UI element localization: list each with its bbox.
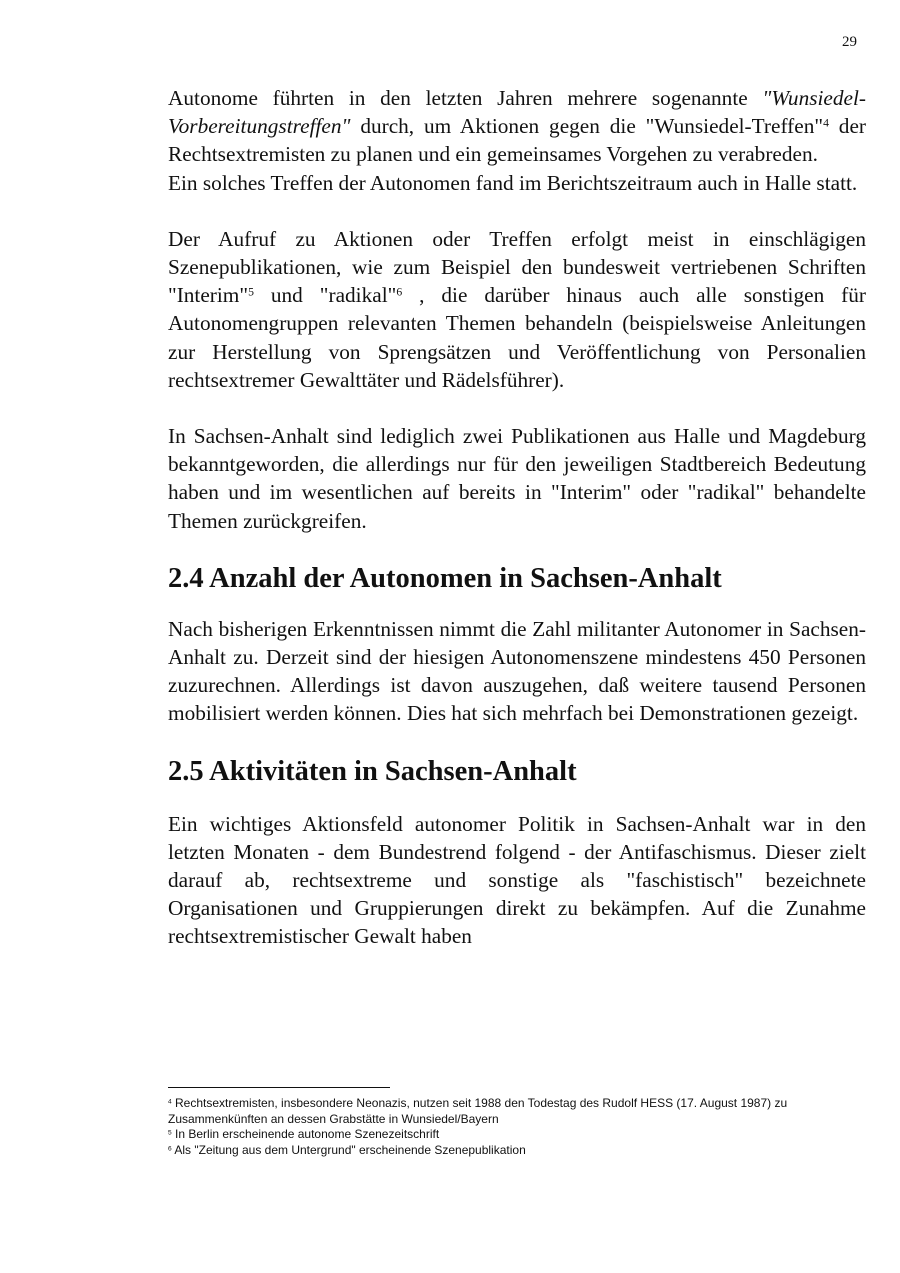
italic-term: "Wunsiedel-Vorbereitungstreffen" bbox=[168, 86, 866, 139]
text-run: Autonome führten in den letzten Jahren mehrere sogenannte bbox=[168, 86, 763, 110]
footnote-number: 6 bbox=[168, 1145, 172, 1153]
paragraph-autonomous-count: Nach bisherigen Erkenntnissen nimmt die Zahl militanter Autonomer in Sachsen-Anhalt zu. Derzeit sind der hiesigen Autonomenszene mindestens 450 Personen zuzurechnen. Allerdings ist davon auszugehen, daß weitere tausend Personen mobilisiert werden können. Dies hat sich mehrfach bei Demonstrationen gezeigt. bbox=[168, 616, 866, 726]
text-run: Der Aufruf zu Aktionen oder Treffen erfolgt meist in einschlägigen Szenepublikationen, wie zum Beispiel den bundesweit vertriebenen Schriften "Interim" bbox=[168, 226, 866, 308]
footnote-4 bbox=[168, 1096, 848, 1127]
page-number: 29 bbox=[842, 34, 857, 50]
text-run: der Rechtsextremisten zu planen und ein gemeinsames Vorgehen zu verabreden. bbox=[168, 114, 866, 167]
section-heading-2-4: 2.4 Anzahl der Autonomen in Sachsen-Anhalt bbox=[168, 562, 722, 594]
text-run: durch, um Aktionen gegen die "Wunsiedel-Treffen" bbox=[350, 114, 824, 139]
footnote-text: Rechtsextremisten, insbesondere Neonazis, nutzen seit 1988 den Todestag des Rudolf HESS (17. August 1987) zu Zusammenkünften an dessen Grabstätte in Wunsiedel/Bayern bbox=[168, 1096, 788, 1126]
footnote-number: 4 bbox=[168, 1098, 172, 1106]
paragraph-halle-meeting: Ein solches Treffen der Autonomen fand im Berichtszeitraum auch in Halle statt. bbox=[168, 170, 858, 195]
paragraph-wunsiedel-meetings bbox=[168, 84, 866, 169]
footnote-separator bbox=[168, 1087, 390, 1088]
paragraph-scene-publications bbox=[168, 225, 866, 394]
footnote-6 bbox=[168, 1143, 848, 1159]
paragraph-local-publications: In Sachsen-Anhalt sind lediglich zwei Publikationen aus Halle und Magdeburg bekanntgeworden, die allerdings nur für den jeweiligen Stadtbereich Bedeutung haben und im wesentlichen auf bereits in "Interim" oder "radikal" behandelte Themen zurückgreifen. bbox=[168, 424, 866, 533]
footnote-text: In Berlin erscheinende autonome Szenezeitschrift bbox=[171, 1127, 440, 1142]
footnote-ref-6: 6 bbox=[396, 285, 403, 299]
text-run: , die darüber hinaus auch alle sonstigen für Autonomengruppen relevanten Themen behandeln (beispielsweise Anleitungen zur Herstellung von Sprengsätzen und Veröffentlichung von Personalien rechtsextremer Gewalttäter und Rädelsführer). bbox=[168, 283, 866, 392]
footnotes bbox=[168, 1096, 848, 1158]
footnote-ref-4: 4 bbox=[823, 116, 829, 130]
footnote-ref-5: 5 bbox=[248, 285, 254, 299]
paragraph-antifascism: Ein wichtiges Aktionsfeld autonomer Politik in Sachsen-Anhalt war in den letzten Monaten - dem Bundestrend folgend - der Antifaschismus. Dieser zielt darauf ab, rechtsextreme und sonstige als "faschistisch" bezeichnete Organisationen und Gruppierungen direkt zu bekämpfen. Auf die Zunahme rechtsextremistischer Gewalt haben bbox=[168, 811, 866, 949]
footnote-5 bbox=[168, 1127, 848, 1143]
section-heading-2-5: 2.5 Aktivitäten in Sachsen-Anhalt bbox=[168, 755, 577, 787]
footnote-text: Als "Zeitung aus dem Untergrund" erscheinende Szenepublikation bbox=[171, 1142, 526, 1157]
footnote-number: 5 bbox=[168, 1129, 172, 1137]
text-run: und "radikal" bbox=[253, 283, 397, 308]
page-body bbox=[168, 84, 866, 951]
